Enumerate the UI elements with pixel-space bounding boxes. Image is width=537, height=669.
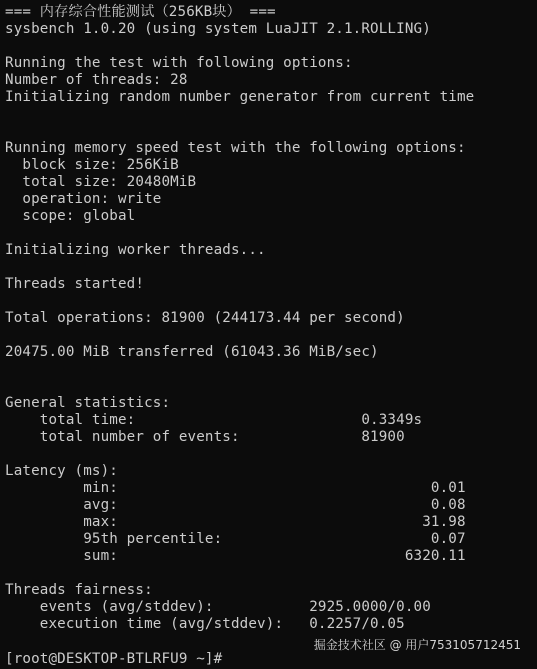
options-heading-line: Running the test with following options: [5,55,353,71]
prompt-text: [root@DESKTOP-BTLRFU9 ~]# [5,651,223,667]
blank-line [5,106,537,123]
total-events-line: total number of events: 81900 [5,429,405,445]
watermark: 掘金技术社区 @ 用户753105712451 [313,638,521,652]
block-size-line: block size: 256KiB [5,157,179,173]
blank-line [5,259,537,276]
scope-line: scope: global [5,208,136,224]
latency-sum-line: sum: 6320.11 [5,548,466,564]
total-operations-line: Total operations: 81900 (244173.44 per second) [5,310,405,326]
cursor [222,650,230,665]
header-line: === 内存综合性能测试（256KB块） === [5,4,276,20]
sysbench-version-line: sysbench 1.0.20 (using system LuaJIT 2.1.ROLLING) [5,21,431,37]
blank-line [5,327,537,344]
blank-line [5,565,537,582]
blank-line [5,361,537,378]
transferred-line: 20475.00 MiB transferred (61043.36 MiB/sec) [5,344,379,360]
blank-line [5,378,537,395]
blank-line [5,38,537,55]
total-size-line: total size: 20480MiB [5,174,197,190]
latency-95th-line: 95th percentile: 0.07 [5,531,466,547]
events-fairness-line: events (avg/stddev): 2925.0000/0.00 [5,599,431,615]
execution-time-fairness-line: execution time (avg/stddev): 0.2257/0.05 [5,616,405,632]
blank-line [5,293,537,310]
memory-test-heading-line: Running memory speed test with the following options: [5,140,466,156]
worker-init-line: Initializing worker threads... [5,242,266,258]
blank-line [5,225,537,242]
threads-fairness-heading: Threads fairness: [5,582,153,598]
blank-line [5,446,537,463]
latency-min-line: min: 0.01 [5,480,466,496]
latency-heading: Latency (ms): [5,463,118,479]
general-statistics-heading: General statistics: [5,395,171,411]
latency-avg-line: avg: 0.08 [5,497,466,513]
total-time-line: total time: 0.3349s [5,412,423,428]
terminal-output [5,4,537,650]
threads-started-line: Threads started! [5,276,145,292]
blank-line [5,123,537,140]
operation-line: operation: write [5,191,162,207]
latency-max-line: max: 31.98 [5,514,466,530]
rng-init-line: Initializing random number generator from current time [5,89,475,105]
threads-count-line: Number of threads: 28 [5,72,188,88]
